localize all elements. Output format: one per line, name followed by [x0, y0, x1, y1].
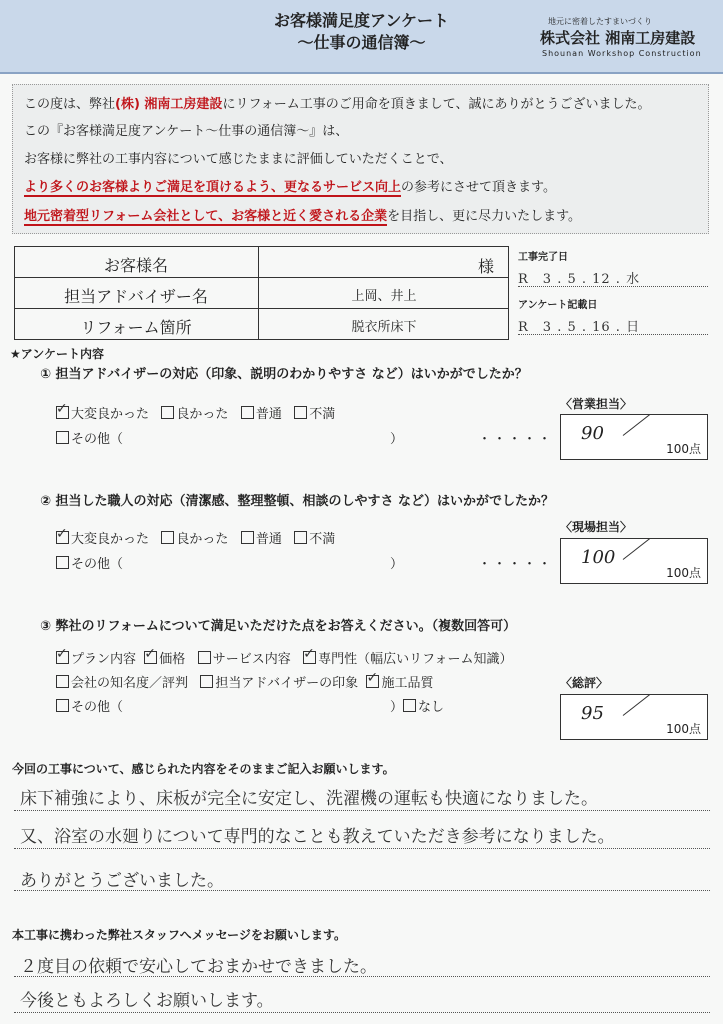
message-line-1[interactable]: ２度目の依頼で安心しておまかせできました。	[20, 957, 377, 977]
writing-line	[14, 976, 710, 977]
intro-line-3: お客様に弊社の工事内容について感じたままに評価していただくことで、	[24, 152, 453, 167]
q3-option-expertise[interactable]: ✓ 専門性（幅広いリフォーム知識）	[303, 652, 512, 667]
company-english-name: Shounan Workshop Construction	[542, 49, 702, 58]
checkbox-icon[interactable]	[56, 556, 69, 569]
checkbox-icon[interactable]	[161, 531, 174, 544]
customer-name-label: お客様名	[103, 256, 168, 275]
q1-options	[56, 403, 335, 422]
checkbox-icon[interactable]	[198, 651, 211, 664]
checkbox-checked-icon[interactable]	[56, 651, 69, 664]
writing-line	[14, 1012, 710, 1013]
checkbox-icon[interactable]	[403, 699, 416, 712]
q3-options-row-2	[56, 672, 433, 691]
message-line-2[interactable]: 今後ともよろしくお願いします。	[20, 991, 274, 1011]
q3-option-advisor-impression[interactable]: 担当アドバイザーの印象	[200, 676, 358, 691]
q2-score-box[interactable]	[560, 538, 708, 584]
q1-score-label: 〈営業担当〉	[560, 397, 633, 411]
checkbox-icon[interactable]	[56, 431, 69, 444]
q3-option-service[interactable]: サービス内容	[198, 652, 291, 667]
advisor-label: 担当アドバイザー名	[64, 287, 208, 306]
date-underline	[518, 334, 708, 335]
checkbox-checked-icon[interactable]	[303, 651, 316, 664]
checkbox-icon[interactable]	[161, 406, 174, 419]
message-title: 本工事に携わった弊社スタッフへメッセージをお願いします。	[12, 928, 346, 942]
comment-line-2[interactable]: 又、浴室の水廻りについて専門的なことも教えていただき参考になりました。	[20, 827, 615, 847]
table-divider	[14, 277, 509, 278]
intro-line-2: この『お客様満足度アンケート～仕事の通信簿～』は、	[24, 124, 349, 139]
q3-score-box[interactable]	[560, 694, 708, 740]
checkbox-icon[interactable]	[56, 675, 69, 688]
survey-date-label: アンケート記載日	[518, 300, 598, 311]
date-underline	[518, 286, 708, 287]
checkbox-icon[interactable]	[294, 406, 307, 419]
question-3: ③ 弊社のリフォームについて満足いただけた点をお答えください。（複数回答可）	[40, 619, 517, 634]
q1-option-very-good[interactable]: ✓大変良かった	[56, 407, 149, 422]
q1-score-value: 90	[581, 423, 604, 444]
q1-option-good[interactable]: 良かった	[161, 407, 228, 422]
advisor-value[interactable]: 上岡、井上	[351, 289, 417, 304]
q3-option-quality[interactable]: ✓ 施工品質	[366, 676, 433, 691]
q3-score-label: 〈総評〉	[560, 676, 609, 690]
score-slash	[623, 414, 687, 436]
q2-option-dissatisfied[interactable]: 不満	[294, 532, 335, 547]
intro-line-1: この度は、弊社(株) 湘南工房建設にリフォーム工事のご用命を頂きまして、誠にありがとうございました。	[24, 97, 651, 112]
checkbox-icon[interactable]	[241, 531, 254, 544]
checkbox-icon[interactable]	[294, 531, 307, 544]
q2-score-label: 〈現場担当〉	[560, 520, 633, 534]
company-tagline: 地元に密着したすまいづくり	[548, 17, 652, 26]
checkbox-icon[interactable]	[56, 699, 69, 712]
checkbox-icon[interactable]	[200, 675, 213, 688]
q1-other[interactable]: その他（	[56, 428, 123, 447]
q2-option-good[interactable]: 良かった	[161, 532, 228, 547]
q3-none[interactable]: ） なし	[390, 700, 445, 715]
company-name: 株式会社 湘南工房建設	[540, 29, 696, 47]
checkbox-checked-icon[interactable]	[366, 675, 379, 688]
q2-other[interactable]: その他（	[56, 553, 123, 572]
score-slash	[623, 694, 687, 716]
intro-line-4: より多くのお客様よりご満足を頂けるよう、更なるサービス向上の参考にさせて頂きます。	[24, 180, 556, 195]
q2-score-max: 100点	[666, 566, 701, 580]
intro-line-5: 地元密着型リフォーム会社として、お客様と近く愛される企業を目指し、更に尽力いたします。	[24, 209, 582, 224]
question-2: ② 担当した職人の対応（清潔感、整理整頓、相談のしやすさ など）はいかがでしたか？	[40, 494, 555, 509]
q1-score-max: 100点	[666, 442, 701, 456]
score-slash	[623, 538, 687, 560]
q1-leader-dots: ・・・・・	[478, 432, 554, 447]
document-title: お客様満足度アンケート	[273, 11, 450, 30]
location-label: リフォーム箇所	[80, 318, 192, 337]
customer-suffix: 様	[478, 257, 495, 276]
completion-date-value[interactable]: R 3 . 5 . 12 . 水	[518, 272, 641, 287]
q3-other[interactable]: その他（	[56, 696, 123, 715]
q2-other-close: ）	[390, 557, 404, 572]
q3-score-max: 100点	[666, 722, 701, 736]
checkbox-icon[interactable]	[241, 406, 254, 419]
q3-option-plan[interactable]: ✓プラン内容	[56, 652, 136, 667]
writing-line	[14, 810, 710, 811]
q2-leader-dots: ・・・・・	[478, 557, 554, 572]
comments-title: 今回の工事について、感じられた内容をそのままご記入お願いします。	[12, 762, 395, 776]
comment-line-3[interactable]: ありがとうございました。	[20, 871, 224, 891]
q1-other-close: ）	[390, 432, 404, 447]
q3-options-row-1	[56, 648, 512, 667]
checkbox-checked-icon[interactable]	[56, 406, 69, 419]
q2-options	[56, 528, 335, 547]
survey-date-value[interactable]: R 3 . 5 . 16 . 日	[518, 320, 641, 335]
checkbox-checked-icon[interactable]	[56, 531, 69, 544]
location-value[interactable]: 脱衣所床下	[351, 320, 417, 335]
q2-option-normal[interactable]: 普通	[241, 532, 282, 547]
q2-option-very-good[interactable]: ✓大変良かった	[56, 532, 149, 547]
table-divider	[14, 308, 509, 309]
question-1: ① 担当アドバイザーの対応（印象、説明のわかりやすさ など）はいかがでしたか？	[40, 367, 528, 382]
writing-line	[14, 848, 710, 849]
survey-section-title: ★アンケート内容	[10, 347, 105, 361]
q1-option-dissatisfied[interactable]: 不満	[294, 407, 335, 422]
q1-option-normal[interactable]: 普通	[241, 407, 282, 422]
comment-line-1[interactable]: 床下補強により、床板が完全に安定し、洗濯機の運転も快適になりました。	[20, 789, 598, 809]
writing-line	[14, 890, 710, 891]
checkbox-checked-icon[interactable]	[144, 651, 157, 664]
completion-date-label: 工事完了日	[518, 252, 568, 263]
q3-option-reputation[interactable]: 会社の知名度／評判	[56, 676, 188, 691]
q3-option-price[interactable]: ✓ 価格	[144, 652, 185, 667]
q1-score-box[interactable]	[560, 414, 708, 460]
q2-score-value: 100	[581, 547, 616, 568]
document-subtitle: ～仕事の通信簿～	[297, 33, 426, 52]
q3-score-value: 95	[581, 703, 604, 724]
